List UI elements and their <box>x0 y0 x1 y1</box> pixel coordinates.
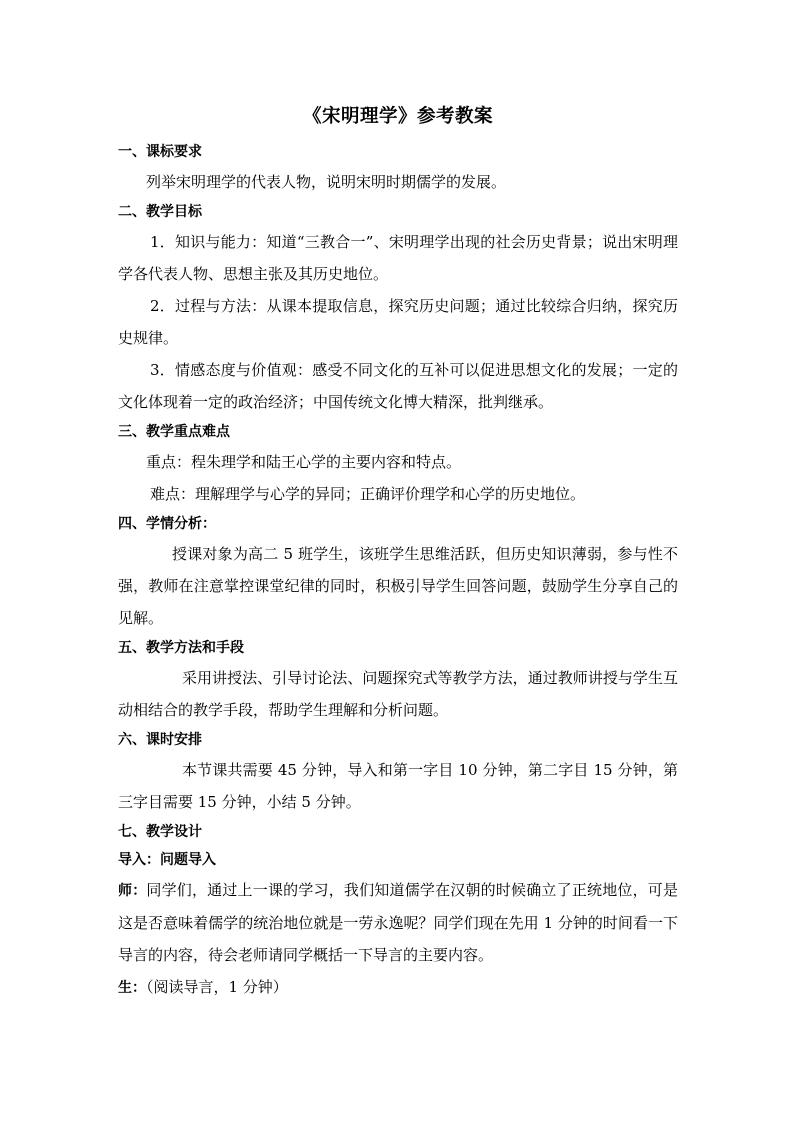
difficulty-text: 难点：理解理学与心学的异同；正确评价理学和心学的历史地位。 <box>150 485 586 503</box>
section-heading-key-points: 三、教学重点难点 <box>118 424 230 440</box>
section-heading-methods: 五、教学方法和手段 <box>118 640 244 656</box>
section-heading-learner-analysis: 四、学情分析： <box>118 516 216 532</box>
teacher-dialogue <box>118 874 678 971</box>
document-title: 《宋明理学》参考教案 <box>302 106 493 127</box>
section-heading-schedule: 六、课时安排 <box>118 732 202 748</box>
teacher-label: 师： <box>118 883 147 899</box>
section-heading-objectives: 二、教学目标 <box>118 204 202 220</box>
key-point-text: 重点：程朱理学和陆王心学的主要内容和特点。 <box>146 453 462 471</box>
section-heading-standards: 一、课标要求 <box>118 144 202 160</box>
methods-text: 采用讲授法、引导讨论法、问题探究式等教学方法，通过教师讲授与学生互动相结合的教学手段，帮助学生理解和分析问题。 <box>118 669 678 719</box>
document-page <box>118 100 678 1004</box>
student-dialogue <box>118 971 678 1004</box>
standards-text: 列举宋明理学的代表人物，说明宋明时期儒学的发展。 <box>146 173 507 191</box>
teacher-text: 同学们，通过上一课的学习，我们知道儒学在汉朝的时候确立了正统地位，可是这是否意味着儒学的统治地位就是一劳永逸呢？同学们现在先用 1 分钟的时间看一下导言的内容，待会老师请同学概括一下导言的主要内容。 <box>118 881 678 964</box>
objective-process: 2．过程与方法：从课本提取信息，探究历史问题；通过比较综合归纳，探究历史规律。 <box>118 297 678 347</box>
schedule-text: 本节课共需要 45 分钟，导入和第一字目 10 分钟，第二字目 15 分钟，第三字目需要 15 分钟，小结 5 分钟。 <box>118 761 678 811</box>
student-text: （阅读导言，1 分钟） <box>146 978 288 996</box>
section-heading-design: 七、教学设计 <box>118 824 202 840</box>
student-label: 生： <box>118 980 146 996</box>
objective-knowledge: 1．知识与能力：知道“三教合一”、宋明理学出现的社会历史背景；说出宋明理学各代表人物、思想主张及其历史地位。 <box>118 233 678 283</box>
intro-heading: 导入：问题导入 <box>118 852 216 868</box>
objective-values: 3．情感态度与价值观：感受不同文化的互补可以促进思想文化的发展；一定的文化体现着一定的政治经济；中国传统文化博大精深，批判继承。 <box>118 361 678 411</box>
learner-analysis-text: 授课对象为高二 5 班学生，该班学生思维活跃，但历史知识薄弱，参与性不强，教师在注意掌控课堂纪律的同时，积极引导学生回答问题，鼓励学生分享自己的见解。 <box>118 545 678 627</box>
